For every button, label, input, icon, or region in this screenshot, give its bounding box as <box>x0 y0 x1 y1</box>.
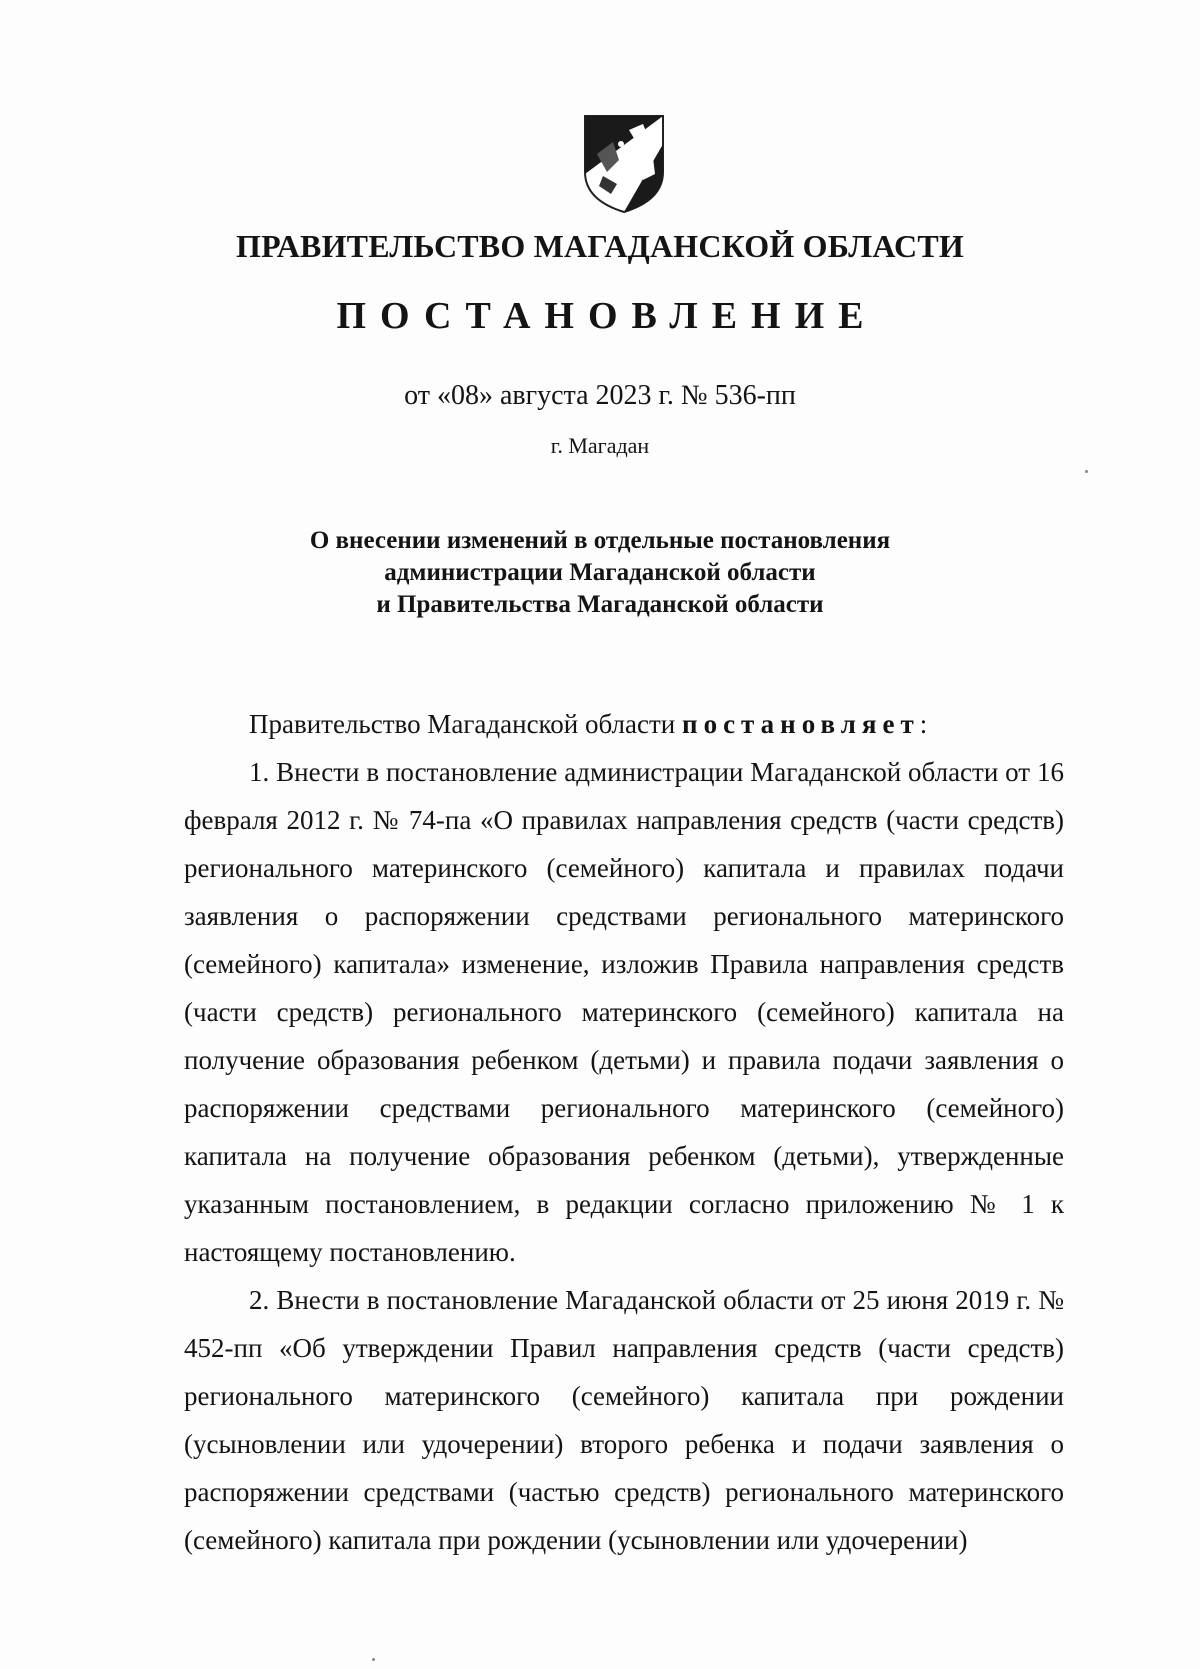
document-city: г. Магадан <box>550 433 650 458</box>
preamble <box>184 700 1064 748</box>
preamble-colon: : <box>919 709 928 739</box>
scan-speck <box>1085 470 1088 473</box>
document-body <box>184 700 1064 1564</box>
scan-speck <box>372 1658 375 1661</box>
subject-line-1: О внесении изменений в отдельные постановления <box>309 527 891 554</box>
subject-line-2: администрации Магаданской области <box>384 559 816 586</box>
subject-line-3: и Правительства Магаданской области <box>376 591 824 618</box>
preamble-verb: постановляет <box>682 709 920 739</box>
paragraph-2: 2. Внести в постановление Магаданской области от 25 июня 2019 г. № 452-пп «Об утверждении Правил направления средств (части средств) регионального материнского (семейного) капитала при рождении (усыновлении или удочерении) второго ребенка и подачи заявления о распоряжении средствами (частью средств) регионального материнского (семейного) капитала при рождении (усыновлении или удочерении) <box>184 1285 1064 1555</box>
organization-name: ПРАВИТЕЛЬСТВО МАГАДАНСКОЙ ОБЛАСТИ <box>235 228 964 264</box>
document-type: ПОСТАНОВЛЕНИЕ <box>336 295 878 337</box>
coat-of-arms-icon <box>583 114 665 214</box>
document-date-number: от «08» августа 2023 г. № 536-пп <box>404 380 796 411</box>
paragraph-1: 1. Внести в постановление администрации Магаданской области от 16 февраля 2012 г. № 74-па «О правилах направления средств (части средств) регионального материнского (семейного) капитала и правилах подачи заявления о распоряжении средствами регионального материнского (семейного) капитала» изменение, изложив Правила направления средств (части средств) регионального материнского (семейного) капитала на получение образования ребенком (детьми) и правила подачи заявления о распоряжении средствами регионального материнского (семейного) капитала на получение образования ребенком (детьми), утвержденные указанным постановлением, в редакции согласно приложению № 1 к настоящему постановлению. <box>184 757 1064 1267</box>
preamble-text: Правительство Магаданской области <box>249 709 676 739</box>
document-subject <box>0 525 1200 621</box>
